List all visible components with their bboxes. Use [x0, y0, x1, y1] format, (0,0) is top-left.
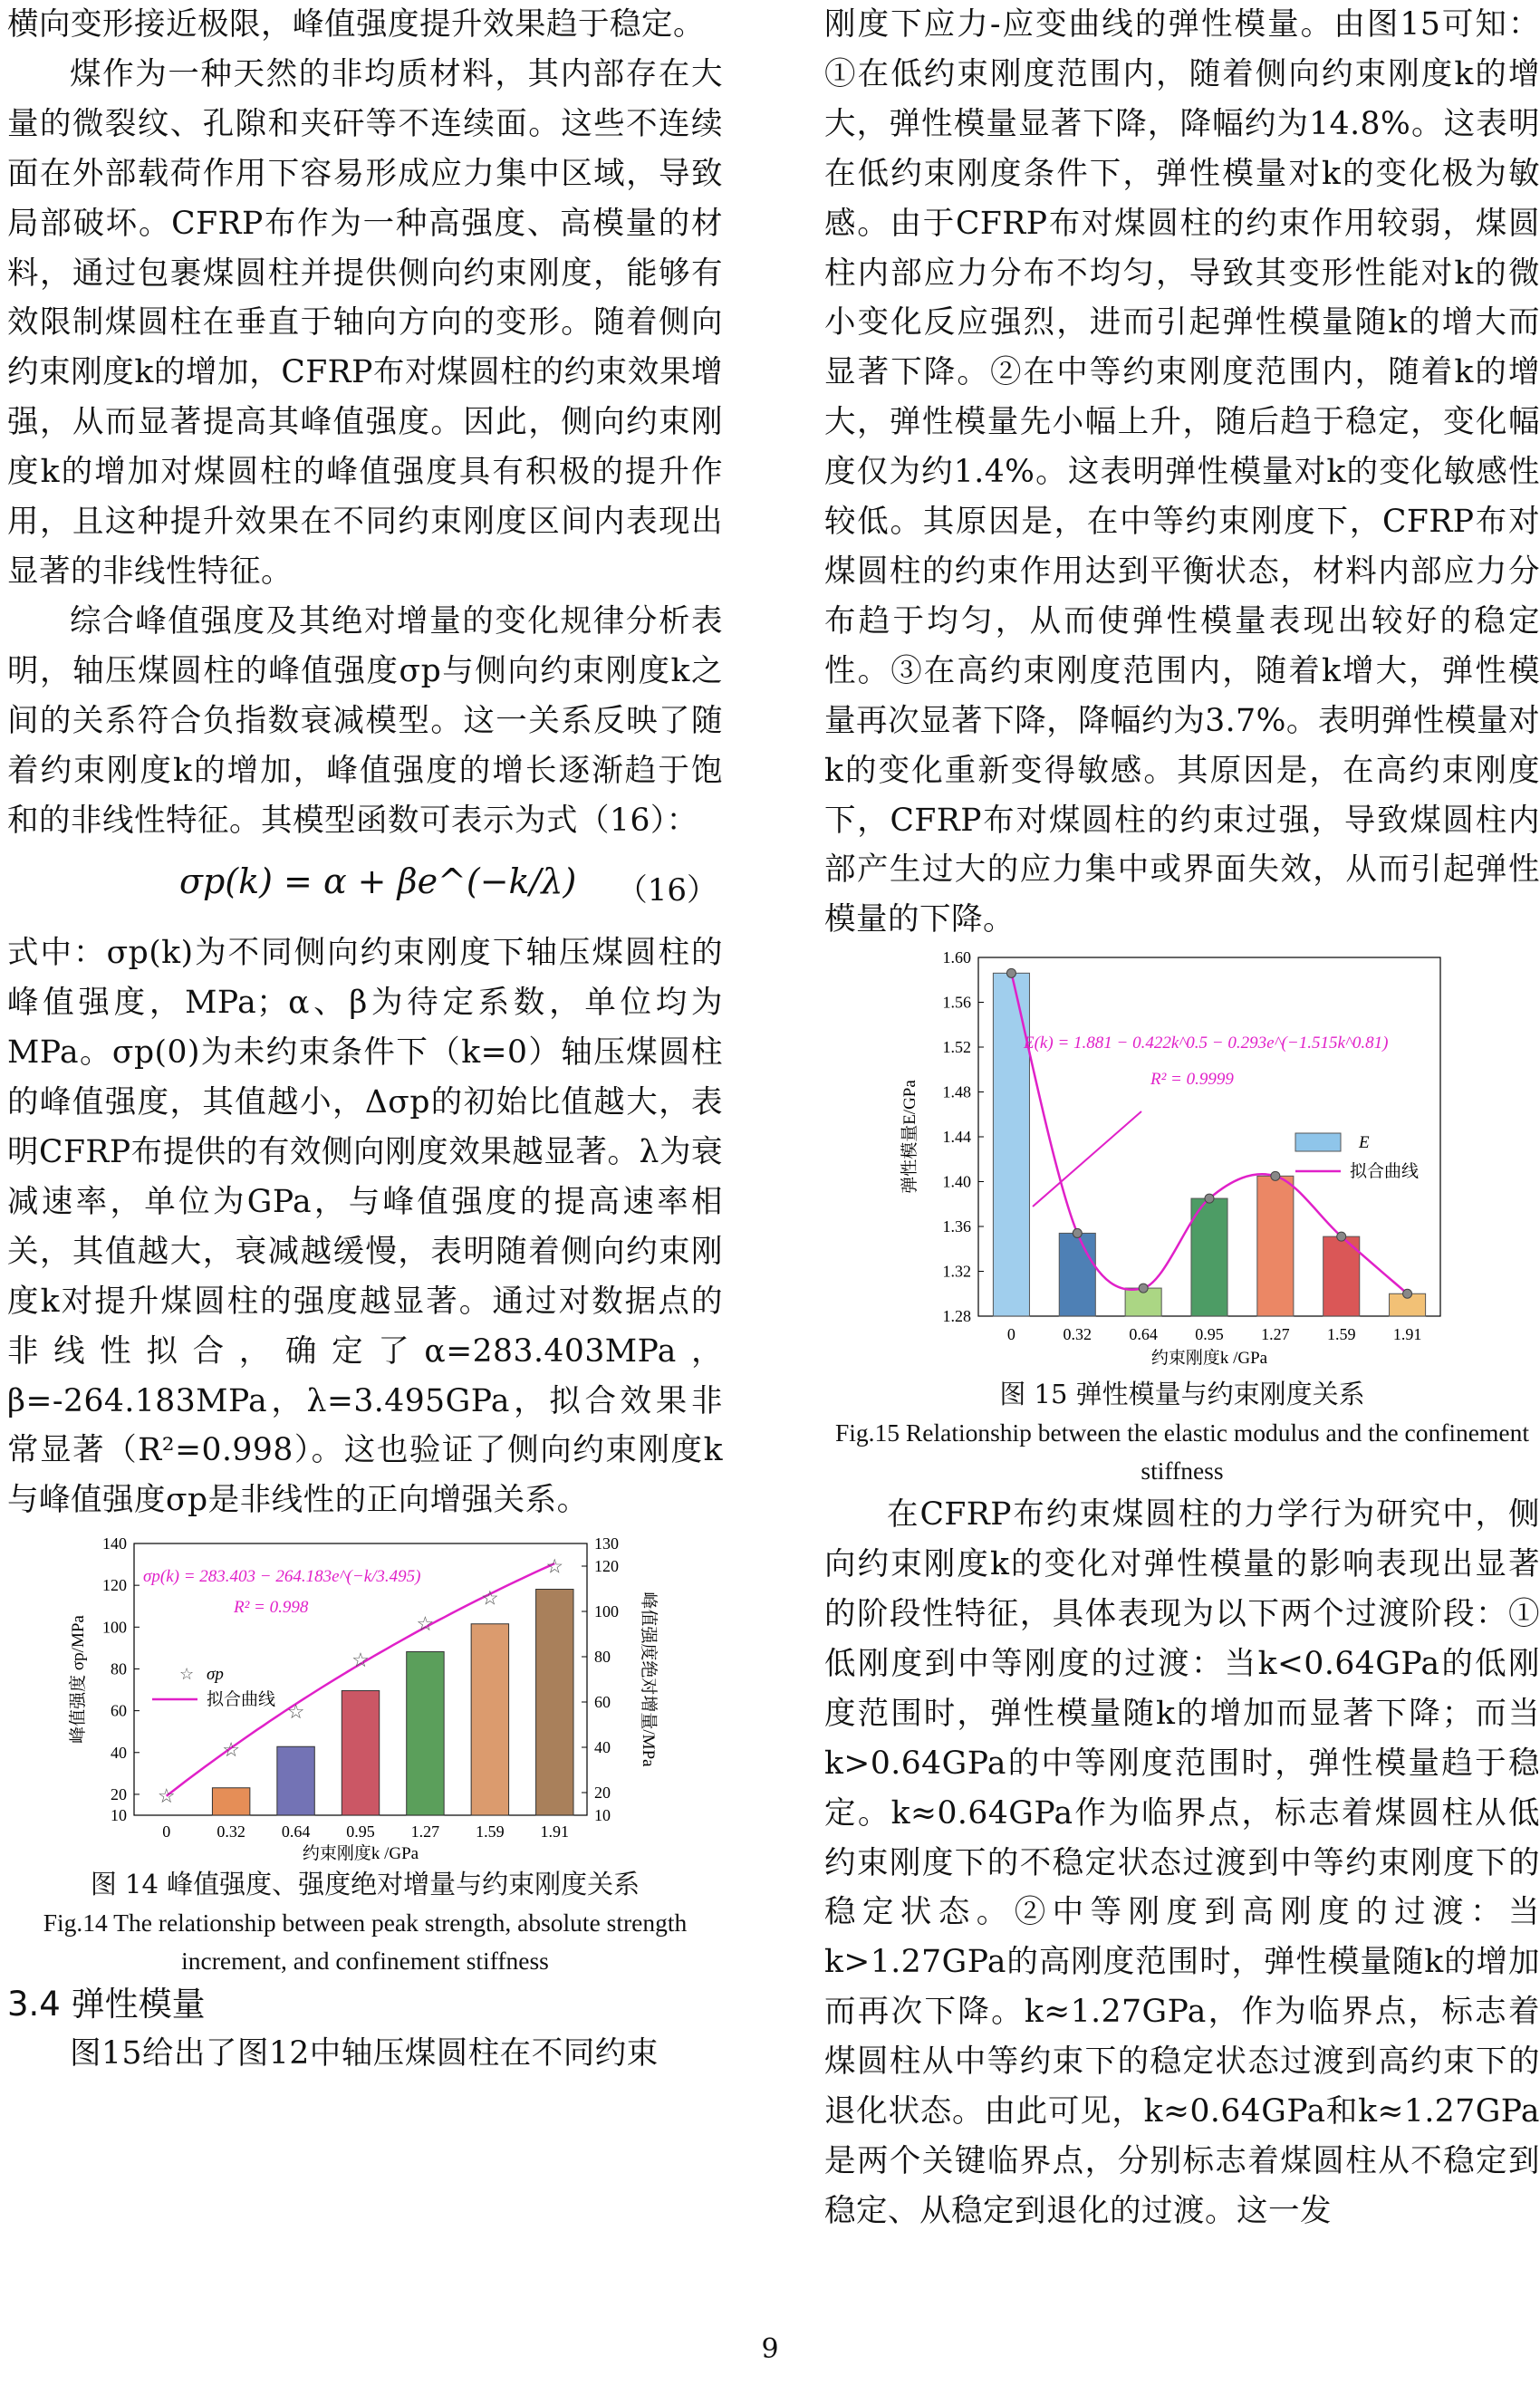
y-tick-label: 1.56: [942, 993, 971, 1012]
data-point: [1271, 1172, 1280, 1181]
y2-tick-label: 100: [594, 1602, 619, 1621]
fit-r2: R² = 0.998: [234, 1598, 309, 1618]
y-tick-label: 100: [102, 1618, 127, 1637]
y-tick-label: 10: [111, 1806, 127, 1825]
section-heading: 3.4 弹性模量: [7, 1985, 206, 2024]
x-axis-label: 约束刚度k /GPa: [302, 1844, 419, 1861]
y-tick-label: 60: [111, 1701, 127, 1720]
y-tick-label: 120: [102, 1576, 127, 1595]
y2-tick-label: 80: [594, 1648, 611, 1667]
x-tick-label: 0.64: [281, 1822, 311, 1841]
data-point: ☆: [480, 1586, 499, 1610]
data-point: ☆: [416, 1612, 435, 1636]
data-point: ☆: [545, 1554, 564, 1578]
paragraph: 式中：σp(k)为不同侧向约束刚度下轴压煤圆柱的峰值强度，MPa；α、β为待定系数，单位均为MPa。σp(0)为未约束条件下（k=0）轴压煤圆柱的峰值强度，其值越小，Δσp的初始比值越大，表明CFRP布提供的有效侧向刚度效果越显著。λ为衰减速率，单位为GPa，与峰值强度的提高速率相关，其值越大，衰减越缓慢，表明随着侧向约束刚度k对提升煤圆柱的强度越显著。通过对数据点的非线性拟合，确定了α=283.403MPa，β=-264.183MPa，λ=3.495GPa，拟合效果非常显著（R²=0.998）。这也验证了侧向约束刚度k与峰值强度σp是非线性的正向增强关系。: [7, 935, 723, 1519]
y-tick-label: 80: [111, 1659, 127, 1678]
paragraph: 综合峰值强度及其绝对增量的变化规律分析表明，轴压煤圆柱的峰值强度σp与侧向约束刚度k之间的关系符合负指数衰减模型。这一关系反映了随着约束刚度k的增加，峰值强度的增长逐渐趋于饱和的非线性特征。其模型函数可表示为式（16）：: [7, 602, 723, 839]
legend-label: E: [1359, 1133, 1370, 1153]
figure-15-chart: [824, 945, 1540, 1370]
data-point: [1403, 1289, 1412, 1298]
bar: [1257, 1177, 1294, 1317]
data-point: [1073, 1229, 1082, 1238]
x-tick-label: 0.32: [1063, 1325, 1092, 1344]
y2-tick-label: 40: [594, 1738, 611, 1757]
y-tick-label: 1.44: [942, 1128, 971, 1147]
y-tick-label: 1.40: [942, 1172, 971, 1191]
figure-caption-en: Fig.14 The relationship between peak strength, absolute strength increment, and confinement stiffness: [43, 1909, 688, 1976]
data-point: [1006, 969, 1015, 978]
x-tick-label: 1.27: [1261, 1325, 1290, 1344]
data-point: ☆: [286, 1700, 305, 1724]
y2-tick-label: 10: [594, 1806, 611, 1825]
right-column: [824, 0, 1540, 2236]
x-tick-label: 1.91: [540, 1822, 570, 1841]
x-tick-label: 0.64: [1129, 1325, 1158, 1344]
y-tick-label: 1.32: [942, 1262, 971, 1281]
paragraph: 图15给出了图12中轴压煤圆柱在不同约束: [70, 2035, 659, 2072]
figure-14-chart: [7, 1525, 723, 1861]
x-tick-label: 1.91: [1392, 1325, 1422, 1344]
y-tick-label: 1.60: [942, 948, 971, 967]
figure-caption-en: Fig.15 Relationship between the elastic modulus and the confinement stiffness: [834, 1418, 1529, 1486]
x-axis-label: 约束刚度k /GPa: [1150, 1349, 1268, 1369]
figure-14: [7, 1525, 723, 1864]
paragraph: 刚度下应力-应变曲线的弹性模量。由图15可知：①在低约束刚度范围内，随着侧向约束刚度k的增大，弹性模量显著下降，降幅约为14.8%。这表明在低约束刚度条件下，弹性模量对k的变化极为敏感。由于CFRP布对煤圆柱的约束作用较弱，煤圆柱内部应力分布不均匀，导致其变形性能对k的微小变化反应强烈，进而引起弹性模量随k的增大而显著下降。②在中等约束刚度范围内，随着k的增大，弹性模量先小幅上升，随后趋于稳定，变化幅度仅为约1.4%。这表明弹性模量对k的变化敏感性较低。其原因是，在中等约束刚度下，CFRP布对煤圆柱的约束作用达到平衡状态，材料内部应力分布趋于均匀，从而使弹性模量表现出较好的稳定性。③在高约束刚度范围内，随着k增大，弹性模量再次显著下降，降幅约为3.7%。表明弹性模量对k的变化重新变得敏感。其原因是，在高约束刚度下，CFRP布对煤圆柱的约束过强，导致煤圆柱内部产生过大的应力集中或界面失效，从而引起弹性模量的下降。: [824, 6, 1540, 938]
y2-tick-label: 20: [594, 1784, 611, 1803]
y-tick-label: 40: [111, 1744, 127, 1763]
x-tick-label: 0: [1006, 1325, 1015, 1344]
y-axis-label: 峰值强度 σp/MPa: [69, 1615, 88, 1745]
x-tick-label: 0.95: [346, 1822, 375, 1841]
x-tick-label: 0.32: [217, 1822, 245, 1841]
bar: [342, 1691, 379, 1816]
equation-16: [7, 845, 723, 928]
y-tick-label: 1.52: [942, 1038, 971, 1057]
bar: [1191, 1198, 1227, 1316]
y-tick-label: 140: [102, 1534, 127, 1553]
bar: [471, 1624, 508, 1815]
bar: [212, 1788, 249, 1815]
y-tick-label: 1.36: [942, 1217, 971, 1236]
bar: [277, 1747, 314, 1816]
legend-label: 拟合曲线: [207, 1690, 276, 1710]
legend-label: 拟合曲线: [1350, 1162, 1420, 1182]
y-tick-label: 1.48: [942, 1082, 971, 1101]
fit-r2: R² = 0.9999: [1150, 1070, 1234, 1090]
data-point: ☆: [222, 1738, 241, 1762]
y2-tick-label: 120: [594, 1557, 619, 1576]
bar: [1059, 1234, 1095, 1317]
figure-caption: 图 14 峰值强度、强度绝对增量与约束刚度关系: [90, 1869, 640, 1900]
fit-equation: E(k) = 1.881 − 0.422k^0.5 − 0.293e^(−1.515k^0.81): [1024, 1034, 1389, 1053]
legend-marker: ☆: [179, 1665, 195, 1684]
page-number: 9: [761, 2333, 779, 2365]
x-tick-label: 1.59: [1326, 1325, 1356, 1344]
data-point: [1139, 1284, 1148, 1293]
y2-tick-label: 60: [594, 1693, 611, 1712]
paragraph: 煤作为一种天然的非均质材料，其内部存在大量的微裂纹、孔隙和夹矸等不连续面。这些不连续面在外部载荷作用下容易形成应力集中区域，导致局部破坏。CFRP布作为一种高强度、高模量的材料，通过包裹煤圆柱并提供侧向约束刚度，能够有效限制煤圆柱在垂直于轴向方向的变形。随着侧向约束刚度k的增加，CFRP布对煤圆柱的约束效果增强，从而显著提高其峰值强度。因此，侧向约束刚度k的增加对煤圆柱的峰值强度具有积极的提升作用，且这种提升效果在不同约束刚度区间内表现出显著的非线性特征。: [7, 55, 723, 590]
y-tick-label: 1.28: [942, 1307, 971, 1326]
bar: [536, 1590, 573, 1816]
y2-tick-label: 130: [594, 1534, 619, 1553]
data-point: [1205, 1194, 1214, 1203]
x-tick-label: 0: [162, 1822, 171, 1841]
data-point: [1337, 1232, 1346, 1241]
x-tick-label: 0.95: [1195, 1325, 1224, 1344]
y2-axis-label: 峰值强度绝对增量/MPa: [639, 1591, 658, 1767]
y-tick-label: 20: [111, 1785, 127, 1804]
equation-number: （16）: [616, 872, 717, 909]
data-point: ☆: [157, 1784, 176, 1808]
x-tick-label: 1.59: [476, 1822, 505, 1841]
figure-caption: 图 15 弹性模量与约束刚度关系: [999, 1379, 1365, 1410]
data-point: ☆: [351, 1649, 370, 1672]
left-column: [7, 0, 723, 2079]
paragraph: 在CFRP布约束煤圆柱的力学行为研究中，侧向约束刚度k的变化对弹性模量的影响表现出显著的阶段性特征，具体表现为以下两个过渡阶段：①低刚度到中等刚度的过渡：当k<0.64GPa的低刚度范围时，弹性模量随k的增加而显著下降；而当k>0.64GPa的中等刚度范围时，弹性模量趋于稳定。k≈0.64GPa作为临界点，标志着煤圆柱从低约束刚度下的不稳定状态过渡到中等约束刚度下的稳定状态。②中等刚度到高刚度的过渡：当k>1.27GPa的高刚度范围时，弹性模量随k的增加而再次下降。k≈1.27GPa，作为临界点，标志着煤圆柱从中等约束下的稳定状态过渡到高约束下的退化状态。由此可见，k≈0.64GPa和k≈1.27GPa是两个关键临界点，分别标志着煤圆柱从不稳定到稳定、从稳定到退化的过渡。这一发: [824, 1496, 1540, 2229]
paragraph: 横向变形接近极限，峰值强度提升效果趋于稳定。: [7, 6, 705, 43]
y-axis-label: 弹性模量E/GPa: [900, 1080, 919, 1195]
legend-label: σp: [207, 1665, 224, 1685]
x-tick-label: 1.27: [410, 1822, 440, 1841]
equation: σp(k) = α + βe^(−k/λ): [179, 861, 577, 902]
fit-equation: σp(k) = 283.403 − 264.183e^(−k/3.495): [143, 1567, 421, 1587]
figure-15: [824, 945, 1540, 1374]
annotation-arrow: [1033, 1111, 1141, 1207]
legend-swatch: [1295, 1133, 1341, 1151]
bar: [407, 1652, 444, 1816]
